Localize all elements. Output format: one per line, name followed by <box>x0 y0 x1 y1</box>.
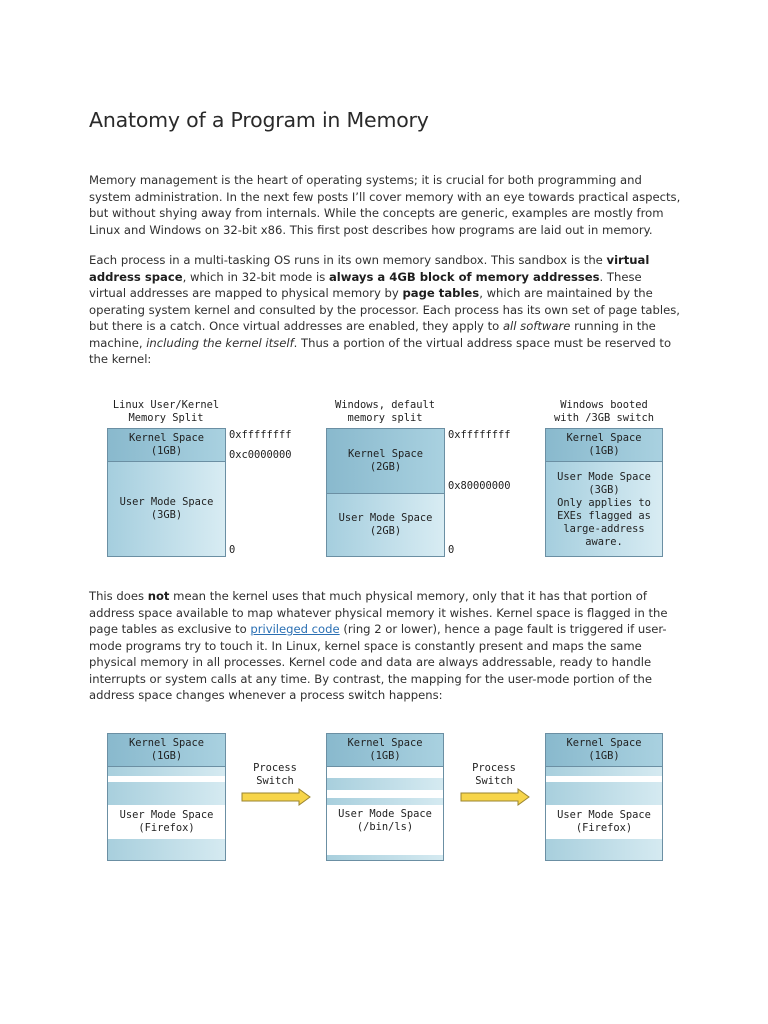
bold-page-tables: page tables <box>402 286 480 300</box>
caption-line: Windows, default <box>334 399 436 411</box>
text-run: This does <box>89 589 148 603</box>
text-run: . Thus a portion of the virtual address space must be reserved to the kernel: <box>89 335 672 366</box>
segment-label: User Mode Space <box>338 512 433 524</box>
address-zero: 0 <box>448 544 455 556</box>
process-switch-label <box>240 762 310 788</box>
sandbox-paragraph <box>89 252 681 368</box>
kernel-space-segment <box>546 429 662 461</box>
segment-size: (2GB) <box>369 525 402 537</box>
unmapped-gap <box>327 790 443 798</box>
segment-size: (Firefox) <box>138 822 195 834</box>
caption-line: Memory Split <box>128 412 204 424</box>
segment-label: Kernel Space <box>566 737 642 749</box>
kernel-space-segment <box>108 429 225 461</box>
user-mapping-stripe <box>327 798 443 805</box>
user-space-segment <box>546 461 662 556</box>
caption-line: with /3GB switch <box>553 412 655 424</box>
privileged-code-link[interactable]: privileged code <box>250 622 340 636</box>
address-top: 0xffffffff <box>448 429 511 441</box>
user-space-segment <box>108 461 225 556</box>
segment-size: (2GB) <box>369 461 402 473</box>
segment-size: (3GB) <box>588 484 620 496</box>
kernel-space-paragraph <box>89 588 681 704</box>
memory-split-diagram <box>0 395 768 570</box>
segment-label: Kernel Space <box>128 737 205 749</box>
segment-size: (1GB) <box>588 445 620 457</box>
segment-label: Kernel Space <box>128 432 205 444</box>
segment-size: (3GB) <box>150 509 183 521</box>
text-run: running in the machine, <box>89 319 656 350</box>
segment-label: Kernel Space <box>347 737 423 749</box>
italic-including-kernel: including the kernel itself <box>146 335 294 350</box>
user-mapping-stripe <box>327 778 443 790</box>
segment-size: (Firefox) <box>575 822 633 834</box>
kernel-space-segment <box>546 734 662 766</box>
arrow-label-line: Switch <box>256 775 294 787</box>
text-run: , which in 32-bit mode is <box>182 269 329 284</box>
process-firefox-box <box>107 733 226 861</box>
text-run: mean the kernel uses that much physical memory, only that it has that portion of address space available to map whatever physical memory it wishes. Kernel space is flagged in the page tables as exclusive to <box>89 589 668 636</box>
user-mapping-stripe <box>108 839 225 860</box>
segment-size: (1GB) <box>150 445 183 457</box>
segment-label: User Mode Space <box>119 809 214 821</box>
user-mapping-stripe <box>108 766 225 776</box>
user-space-segment <box>546 805 662 839</box>
process-firefox-box <box>545 733 663 861</box>
caption-line: memory split <box>347 412 423 424</box>
caption-line: Windows booted <box>560 399 648 411</box>
kernel-space-segment <box>327 734 443 766</box>
segment-label: User Mode Space <box>338 808 432 820</box>
linux-caption <box>96 399 236 425</box>
segment-size: (1GB) <box>588 750 620 762</box>
segment-label: User Mode Space <box>119 496 214 508</box>
arrow-label-line: Switch <box>475 775 513 787</box>
caption-line: Linux User/Kernel <box>112 399 220 411</box>
segment-size: (1GB) <box>369 750 401 762</box>
windows-3gb-memory-box <box>545 428 663 557</box>
segment-label: User Mode Space <box>557 809 651 821</box>
text-run: , which are maintained by the operating system kernel and consulted by the processor. Each process has its own set of page tables, but there is a catch. Once virtual addresses are enabled, they apply to <box>89 286 680 333</box>
text-run: . These virtual addresses are mapped to physical memory by <box>89 269 642 300</box>
process-switch-label <box>459 762 529 788</box>
linux-memory-box <box>107 428 226 557</box>
unmapped-gap <box>327 766 443 778</box>
bold-virtual-address-space: virtual address space <box>89 253 650 284</box>
address-zero: 0 <box>229 544 236 556</box>
text-run: Each process in a multi-tasking OS runs in its own memory sandbox. This sandbox is the <box>89 253 607 267</box>
user-space-segment <box>108 805 225 839</box>
windows-caption <box>315 399 455 425</box>
segment-label: Kernel Space <box>347 448 424 460</box>
user-space-segment <box>327 493 444 556</box>
intro-paragraph: Memory management is the heart of operating systems; it is crucial for both programming and system administration. In the next few posts I’ll cover memory with an eye towards practical aspects, but without shying away from internals. While the concepts are generic, examples are mostly from Linux and Windows on 32-bit x86. This first post describes how programs are laid out in memory. <box>89 173 681 237</box>
arrow-label-line: Process <box>472 762 516 774</box>
address-split: 0x80000000 <box>448 480 511 492</box>
segment-note: EXEs flagged as <box>557 510 651 522</box>
user-mapping-stripe <box>546 782 662 805</box>
process-switch-diagram <box>0 725 768 870</box>
process-ls-box <box>326 733 444 861</box>
bold-not: not <box>147 589 170 603</box>
user-mapping-stripe <box>546 766 662 776</box>
segment-label: User Mode Space <box>557 471 651 483</box>
segment-size: (1GB) <box>150 750 183 762</box>
segment-size: (/bin/ls) <box>356 821 414 833</box>
segment-note: aware. <box>585 536 623 548</box>
italic-all-software: all software <box>502 319 571 333</box>
windows-memory-box <box>326 428 445 557</box>
windows-3gb-caption <box>534 399 674 425</box>
user-mapping-stripe <box>327 855 443 860</box>
right-arrow-icon <box>460 788 530 806</box>
right-arrow-icon <box>241 788 311 806</box>
segment-label: Kernel Space <box>566 432 642 444</box>
kernel-space-segment <box>108 734 225 766</box>
segment-note: Only applies to <box>557 497 651 509</box>
user-mapping-stripe <box>108 782 225 805</box>
user-mapping-stripe <box>546 839 662 860</box>
address-split: 0xc0000000 <box>229 449 292 461</box>
user-space-segment <box>327 805 443 855</box>
segment-note: large-address <box>563 523 645 535</box>
text-run: (ring 2 or lower), hence a page fault is triggered if user-mode programs try to touch it. In Linux, kernel space is constantly present and maps the same physical memory in all processes. Kernel code and data are always addressable, ready to handle interrupts or system calls at any time. By contrast, the mapping for the user-mode portion of the address space changes whenever a process switch happens: <box>89 622 667 702</box>
arrow-label-line: Process <box>253 762 297 774</box>
kernel-space-segment <box>327 429 444 493</box>
bold-4gb-block: always a 4GB block of memory addresses <box>328 269 600 284</box>
address-top: 0xffffffff <box>229 429 292 441</box>
page-title: Anatomy of a Program in Memory <box>89 108 429 132</box>
